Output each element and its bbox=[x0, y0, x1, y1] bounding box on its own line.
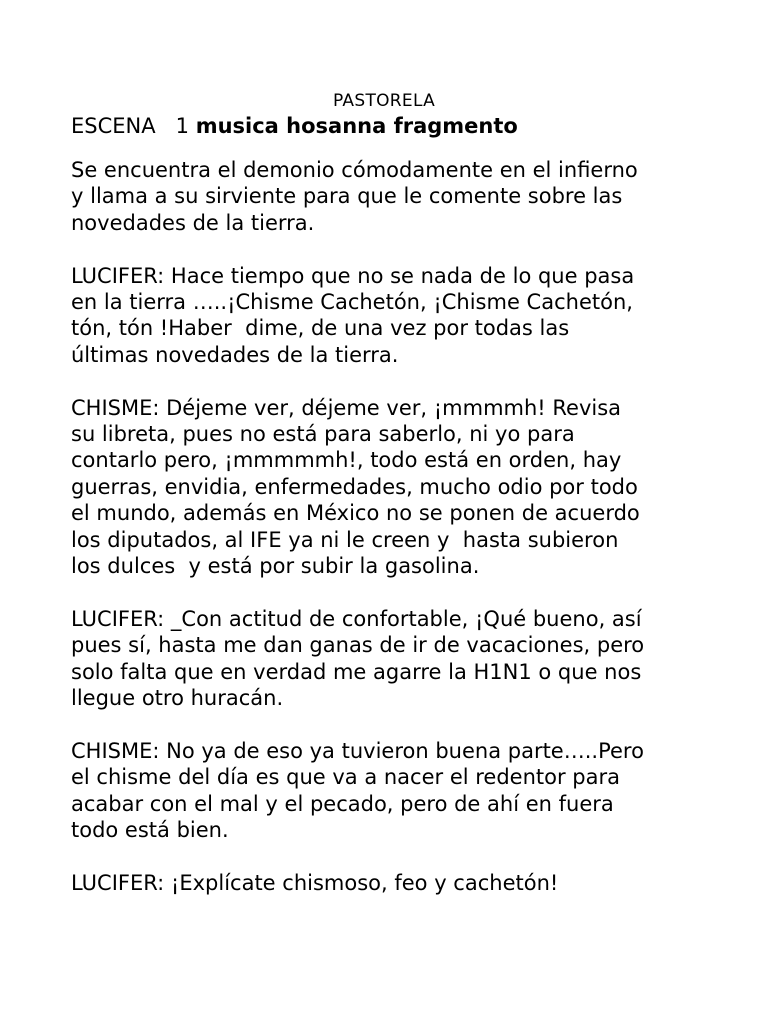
text-line: y llama a su sirviente para que le comente sobre las bbox=[71, 184, 623, 209]
paragraph-stage-direction bbox=[71, 157, 731, 236]
scene-number: 1 bbox=[175, 114, 190, 138]
text-line: guerras, envidia, enfermedades, mucho odio por todo bbox=[71, 474, 638, 499]
paragraph-lucifer-dialogue bbox=[71, 870, 731, 896]
text-line: CHISME: No ya de eso ya tuvieron buena parte…..Pero bbox=[71, 738, 644, 763]
text-line: CHISME: Déjeme ver, déjeme ver, ¡mmmmh! Revisa bbox=[71, 395, 622, 420]
document-title: PASTORELA bbox=[332, 91, 436, 111]
text-line: todo está bien. bbox=[71, 818, 229, 843]
text-line: el chisme del día es que va a nacer el redentor para bbox=[71, 765, 620, 790]
scene-label: ESCENA bbox=[71, 114, 156, 138]
text-line: pues sí, hasta me dan ganas de ir de vacaciones, pero bbox=[71, 633, 645, 658]
text-line: contarlo pero, ¡mmmmmh!, todo está en orden, hay bbox=[71, 448, 622, 473]
text-line: últimas novedades de la tierra. bbox=[71, 342, 399, 367]
paragraph-chisme-dialogue bbox=[71, 738, 731, 844]
text-line: su libreta, pues no está para saberlo, ni yo para bbox=[71, 422, 575, 447]
text-line: llegue otro huracán. bbox=[71, 686, 284, 711]
document-body bbox=[71, 157, 731, 923]
text-line: los diputados, al IFE ya ni le creen y hasta subieron bbox=[71, 527, 619, 552]
text-line: LUCIFER: _Con actitud de confortable, ¡Qué bueno, así bbox=[71, 606, 642, 631]
paragraph-chisme-dialogue bbox=[71, 395, 731, 580]
text-line: Se encuentra el demonio cómodamente en el infierno bbox=[71, 158, 638, 182]
text-line: los dulces y está por subir la gasolina. bbox=[71, 554, 480, 579]
text-line: LUCIFER: Hace tiempo que no se nada de lo que pasa bbox=[71, 263, 635, 288]
text-line: tón, tón !Haber dime, de una vez por todas las bbox=[71, 316, 570, 341]
paragraph-lucifer-dialogue bbox=[71, 606, 731, 712]
scene-heading bbox=[71, 112, 518, 140]
scene-music-note: musica hosanna fragmento bbox=[195, 114, 518, 138]
text-line: en la tierra …..¡Chisme Cachetón, ¡Chisme Cachetón, bbox=[71, 290, 633, 315]
text-line: solo falta que en verdad me agarre la H1N1 o que nos bbox=[71, 659, 642, 684]
paragraph-lucifer-dialogue bbox=[71, 263, 731, 369]
text-line: LUCIFER: ¡Explícate chismoso, feo y cachetón! bbox=[71, 870, 559, 895]
text-line: acabar con el mal y el pecado, pero de ahí en fuera bbox=[71, 791, 614, 816]
text-line: el mundo, además en México no se ponen de acuerdo bbox=[71, 501, 640, 526]
text-line: novedades de la tierra. bbox=[71, 210, 315, 235]
